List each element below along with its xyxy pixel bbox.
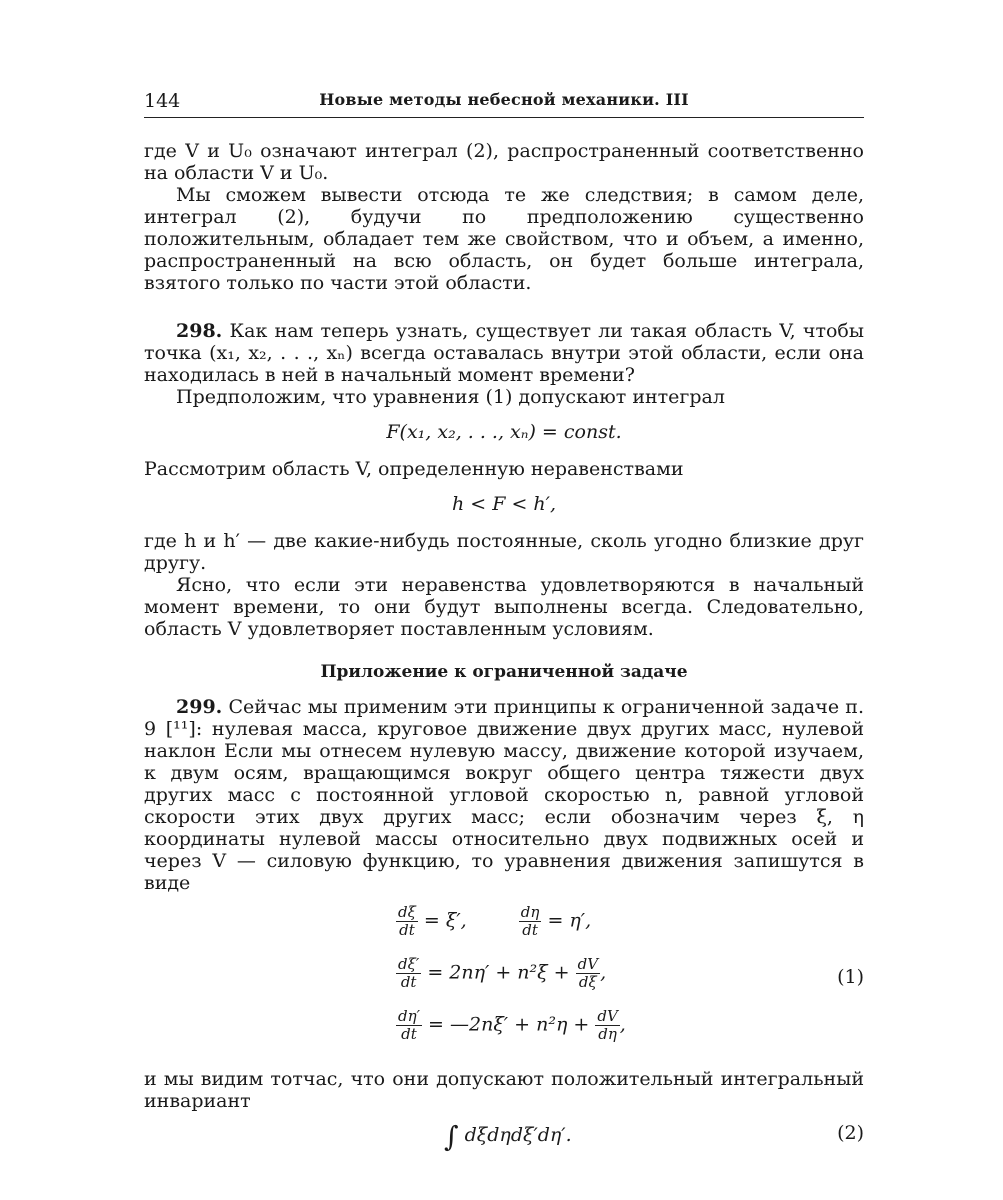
paragraph: Ясно, что если эти неравенства удовлетворяются в начальный момент времени, то они будут выполнены всегда. Следовательно, область V удовлетворяет поставленным условиям. (144, 574, 864, 640)
section-298 (144, 320, 864, 386)
paragraph: Мы сможем вывести отсюда те же следствия; в самом деле, интеграл (2), будучи по предположению существенно положительным, обладает тем же свойством, что и объем, а именно, распространенный на всю область, он будет больше интеграла, взятого только по части этой области. (144, 184, 864, 294)
paragraph: где h и h′ — две какие-нибудь постоянные, сколь угодно близкие друг другу. (144, 530, 864, 574)
formula-integral-const: F(x₁, x₂, . . ., xₙ) = const. (386, 421, 622, 443)
section-number: 299. (176, 696, 223, 718)
text-body (144, 140, 864, 1152)
section-text: Как нам теперь узнать, существует ли такая область V, чтобы точка (x₁, x₂, . . ., xₙ) всегда оставалась внутри этой области, если она находилась в ней в начальный момент времени? (144, 320, 864, 386)
integral-expression: dξdηdξ′dη′. (464, 1124, 572, 1146)
equation-label: (2) (837, 1122, 864, 1144)
paragraph: Предположим, что уравнения (1) допускают интеграл (176, 386, 725, 408)
equation-label: (1) (837, 966, 864, 988)
header-rule (144, 117, 864, 118)
section-number: 298. (176, 320, 223, 342)
running-title: Новые методы небесной механики. III (319, 90, 689, 109)
integral-sign: ∫ (444, 1120, 459, 1153)
equation-1: $\frac{d\xi}{dt}$ = ξ′, $\frac{d\eta}{dt}$ = η′, (398, 903, 592, 939)
section-299 (144, 696, 864, 894)
formula-inequality: h < F < h′, (451, 493, 556, 515)
section-heading: Приложение к ограниченной задаче (320, 662, 688, 682)
integral-invariant (144, 1118, 864, 1152)
page-number: 144 (144, 90, 181, 112)
equation-3: $\frac{d\eta'}{dt}$ = —2nξ′ + n²η + $\frac{dV}{d\eta}$ , (398, 1007, 626, 1043)
paragraph: где V и U₀ означают интеграл (2), распространенный соответственно на области V и U₀. (144, 140, 864, 184)
equation-2: $\frac{d\xi'}{dt}$ = 2nη′ + n²ξ + $\frac{dV}{d\xi}$ , (398, 955, 607, 991)
paragraph: и мы видим тотчас, что они допускают положительный интегральный инвариант (144, 1068, 864, 1112)
equation-system (144, 904, 864, 1054)
paragraph: Рассмотрим область V, определенную неравенствами (144, 458, 684, 480)
section-text: Сейчас мы применим эти принципы к ограниченной задаче п. 9 [¹¹]: нулевая масса, круговое движение двух других масс, нулевой наклон Если мы отнесем нулевую массу, движение которой изучаем, к двум осям, вращающимся вокруг общего центра тяжести двух других масс с постоянной угловой скоростью n, равной угловой скорости этих двух других масс; если обозначим через ξ, η координаты нулевой массы относительно двух подвижных осей и через V — силовую функцию, то уравнения движения запишутся в виде (144, 696, 864, 894)
page-header (144, 90, 864, 114)
